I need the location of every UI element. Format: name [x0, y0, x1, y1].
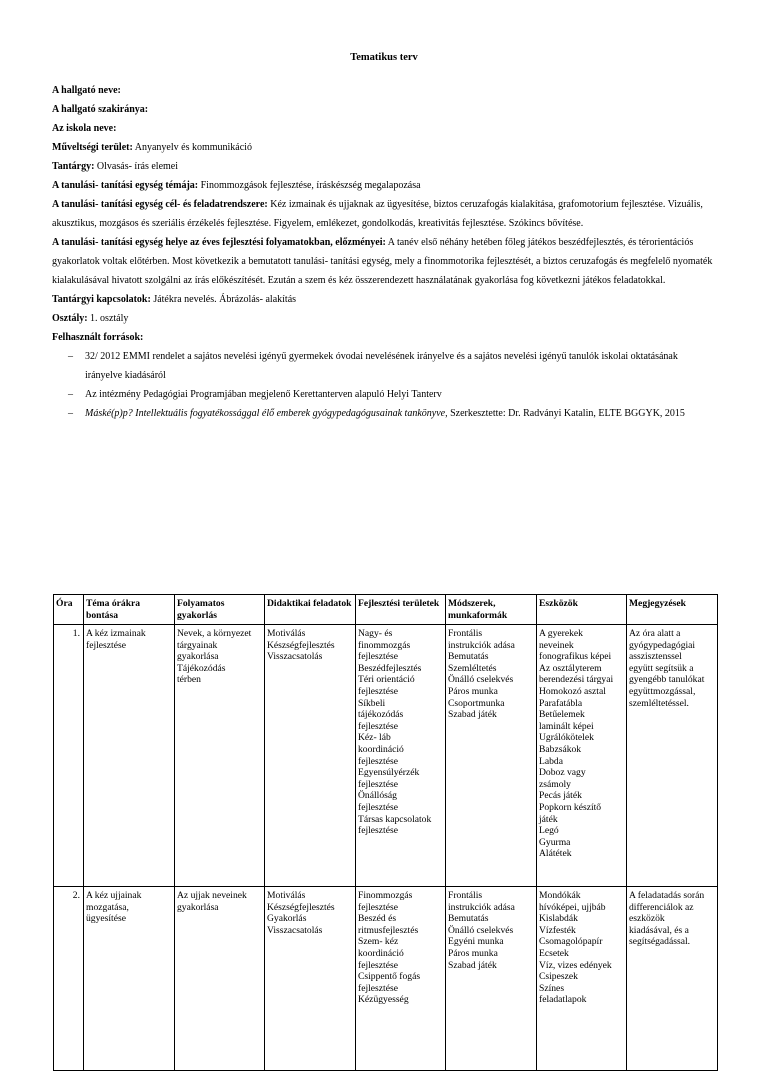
field-label: Osztály: — [52, 313, 88, 324]
cell-line: Nagy- és — [358, 628, 393, 639]
cell-line: Téri orientáció — [358, 674, 415, 686]
cell-line: fejlesztése — [358, 778, 398, 790]
cell-line: ritmusfejlesztés — [358, 924, 419, 936]
table-header-row — [54, 595, 718, 625]
cell-line: Víz, vizes edények — [539, 959, 612, 971]
cell-tema — [84, 887, 175, 1071]
source-text: Szerkesztette: Dr. Radványi Katalin, ELTE BGGYK, 2015 — [447, 408, 685, 419]
cell-line: Homokozó asztal — [539, 685, 606, 697]
cell-line: Frontális — [448, 628, 483, 639]
metadata-field — [52, 309, 716, 328]
cell-line: szemléltetéssel. — [629, 697, 689, 709]
field-value: Kéz izmainak és ujjaknak az ügyesítése, biztos ceruzafogás kialakítása, grafomotorium fejlesztése. Vizuális, akusztikus, mozgásos és szeriális érzékelés fejlesztése. Figyelem, emlékezet, gondolkodás, kreativitás fejlesztése. Szókincs bővítése. — [52, 199, 703, 229]
cell-line: Betűelemek — [539, 709, 585, 721]
cell-line: fejlesztése — [358, 982, 398, 994]
cell-line: Babzsákok — [539, 743, 582, 755]
cell-line: fonografikus képei — [539, 651, 612, 663]
cell-line: Ecsetek — [539, 947, 569, 959]
field-label: Tantárgyi kapcsolatok: — [52, 294, 151, 305]
metadata-field — [52, 119, 716, 138]
cell-line: fejlesztése — [86, 639, 126, 651]
cell-line: Csipeszek — [539, 971, 578, 983]
header-ora: Óra — [54, 595, 84, 625]
cell-line: Legó — [539, 825, 559, 837]
field-label: Felhasznált források: — [52, 332, 144, 343]
source-text: 32/ 2012 EMMI rendelet a sajátos nevelési igényű gyermekek óvodai nevelésének irányelve és a sajátos nevelési igényű tanulók iskolai oktatásának irányelve kiadásáról — [85, 351, 678, 381]
cell-line: asszisztenssel — [629, 651, 682, 663]
metadata-field — [52, 195, 716, 233]
cell-modszerek — [446, 887, 537, 1071]
metadata-field — [52, 233, 716, 290]
cell-line: tájékozódás — [358, 709, 404, 721]
cell-gyakorlas — [175, 887, 265, 1071]
cell-line: Finommozgás — [358, 890, 413, 901]
cell-line: térben — [177, 674, 201, 686]
cell-line: Bemutatás — [448, 913, 489, 925]
cell-line: zsámoly — [539, 778, 571, 790]
cell-line: eszközök — [629, 913, 665, 925]
metadata-field — [52, 81, 716, 100]
cell-line: Beszédfejlesztés — [358, 662, 422, 674]
cell-tema — [84, 625, 175, 887]
source-item — [52, 404, 716, 423]
cell-line: Kéz- láb — [358, 732, 391, 744]
cell-line: Egyéni munka — [448, 936, 504, 948]
cell-line: laminált képei — [539, 720, 594, 732]
cell-line: együttmozgással, — [629, 685, 696, 697]
cell-line: Vízfesték — [539, 924, 576, 936]
source-title: Máské(p)p? Intellektuális fogyatékossággal élő emberek gyógypedagógusainak tankönyve, — [85, 408, 448, 419]
field-label: Az iskola neve: — [52, 123, 117, 134]
cell-gyakorlas — [175, 625, 265, 887]
cell-line: Szabad játék — [448, 959, 497, 971]
cell-line: gyakorlása — [177, 901, 219, 913]
cell-line: Önálló cselekvés — [448, 924, 514, 936]
header-didaktikai: Didaktikai feladatok — [265, 595, 356, 625]
metadata-field — [52, 176, 716, 195]
cell-line: fejlesztése — [358, 901, 398, 913]
metadata-field — [52, 290, 716, 309]
cell-fejlesztesi — [356, 625, 446, 887]
cell-megjegyzesek — [627, 625, 718, 887]
field-label: A hallgató szakiránya: — [52, 104, 149, 115]
cell-line: differenciálok az — [629, 901, 694, 913]
cell-line: Önálló cselekvés — [448, 674, 514, 686]
cell-didaktikai — [265, 887, 356, 1071]
cell-ora: 2. — [54, 887, 84, 1071]
cell-fejlesztesi — [356, 887, 446, 1071]
header-tema: Téma órákra bontása — [84, 595, 175, 625]
cell-line: Tájékozódás — [177, 662, 226, 674]
cell-line: segítségadással. — [629, 936, 691, 948]
cell-line: fejlesztése — [358, 755, 398, 767]
cell-line: kiadásával, és a — [629, 924, 689, 936]
cell-line: hívóképei, ujjbáb — [539, 901, 606, 913]
cell-line: Gyurma — [539, 836, 571, 848]
cell-modszerek — [446, 625, 537, 887]
cell-line: A gyerekek — [539, 628, 583, 639]
cell-ora: 1. — [54, 625, 84, 887]
source-bullet: – — [68, 389, 73, 400]
field-value: Játékra nevelés. Ábrázolás- alakítás — [150, 294, 297, 305]
metadata-field — [52, 100, 716, 119]
table-row — [54, 625, 718, 887]
metadata-fields — [52, 81, 716, 347]
cell-line: finommozgás — [358, 639, 411, 651]
cell-line: Páros munka — [448, 947, 498, 959]
cell-line: Bemutatás — [448, 651, 489, 663]
cell-line: játék — [539, 813, 558, 825]
cell-line: tárgyainak — [177, 639, 218, 651]
field-label: A tanulási- tanítási egység helye az éves fejlesztési folyamatokban, előzményei: — [52, 237, 386, 248]
cell-line: Popkorn készítő — [539, 801, 602, 813]
source-bullet: – — [68, 351, 73, 362]
field-label: Tantárgy: — [52, 161, 95, 172]
cell-line: Parafatábla — [539, 697, 583, 709]
cell-line: Készségfejlesztés — [267, 901, 335, 913]
field-value: Olvasás- írás elemei — [94, 161, 179, 172]
cell-line: Csoportmunka — [448, 697, 505, 709]
cell-line: Társas kapcsolatok — [358, 813, 432, 825]
table-row — [54, 887, 718, 1071]
cell-line: fejlesztése — [358, 720, 398, 732]
cell-line: gyógypedagógiai — [629, 639, 696, 651]
cell-line: feladatlapok — [539, 994, 587, 1006]
cell-line: gyakorlása — [177, 651, 219, 663]
cell-line: Alátétek — [539, 848, 572, 860]
cell-eszkozok — [537, 625, 627, 887]
cell-line: Készségfejlesztés — [267, 639, 335, 651]
sources-list — [52, 347, 716, 423]
cell-line: Páros munka — [448, 685, 498, 697]
cell-line: Motiválás — [267, 628, 306, 639]
cell-line: gyengébb tanulókat — [629, 674, 705, 686]
field-value: A tanév első néhány hetében főleg játékos beszédfejlesztés, és térorientációs gyakorlatok voltak előtérben. Most következik a bemutatott tanulási- tanítási egység, mely a finommotorika fejlesztését, a biztos ceruzafogás és megfelelő nyomaték kialakulásával hivatott szolgálni az írás előkészítését. Ezután a szem és kéz összerendezett használatának gyakorlása fog következni játékos feladatokkal. — [52, 237, 713, 286]
field-label: A tanulási- tanítási egység cél- és feladatrendszere: — [52, 199, 268, 210]
cell-line: Nevek, a környezet — [177, 628, 252, 639]
cell-line: Visszacsatolás — [267, 924, 323, 936]
field-label: A tanulási- tanítási egység témája: — [52, 180, 199, 191]
metadata-field — [52, 138, 716, 157]
header-fejlesztesi: Fejlesztési területek — [356, 595, 446, 625]
cell-line: Ugrálókötelek — [539, 732, 594, 744]
cell-line: Pecás játék — [539, 790, 582, 802]
cell-line: A kéz izmainak — [86, 628, 146, 639]
cell-line: Az osztályterem — [539, 662, 602, 674]
cell-line: neveinek — [539, 639, 574, 651]
field-value: 1. osztály — [87, 313, 129, 324]
document-title: Tematikus terv — [350, 52, 418, 63]
cell-line: együtt segítsük a — [629, 662, 694, 674]
cell-line: mozgatása, — [86, 901, 129, 913]
cell-line: koordináció — [358, 743, 404, 755]
cell-line: Csomagolópapír — [539, 936, 603, 948]
cell-line: fejlesztése — [358, 685, 398, 697]
header-gyakorlas: Folyamatos gyakorlás — [175, 595, 265, 625]
lesson-plan-table — [53, 594, 718, 1071]
cell-line: berendezési tárgyai — [539, 674, 614, 686]
cell-line: A kéz ujjainak — [86, 890, 142, 901]
source-bullet: – — [68, 408, 73, 419]
cell-line: Szem- kéz — [358, 936, 399, 948]
cell-line: ügyesítése — [86, 913, 126, 925]
cell-didaktikai — [265, 625, 356, 887]
cell-line: Kislabdák — [539, 913, 578, 925]
cell-line: Beszéd és — [358, 913, 397, 925]
source-item — [52, 347, 716, 385]
cell-line: Kézügyesség — [358, 994, 409, 1006]
header-eszkozok: Eszközök — [537, 595, 627, 625]
cell-line: Szabad játék — [448, 709, 497, 721]
cell-line: Visszacsatolás — [267, 651, 323, 663]
cell-line: fejlesztése — [358, 651, 398, 663]
cell-line: Színes — [539, 982, 565, 994]
cell-line: Szemléltetés — [448, 662, 497, 674]
cell-line: Csippentő fogás — [358, 971, 421, 983]
cell-line: fejlesztése — [358, 825, 398, 837]
plan-metadata — [52, 81, 716, 423]
source-text: Az intézmény Pedagógiai Programjában megjelenő Kerettanterven alapuló Helyi Tanterv — [85, 389, 442, 400]
header-megjegyzesek: Megjegyzések — [627, 595, 718, 625]
cell-line: Egyensúlyérzék — [358, 767, 420, 779]
header-modszerek: Módszerek, munkaformák — [446, 595, 537, 625]
cell-line: fejlesztése — [358, 959, 398, 971]
field-label: Műveltségi terület: — [52, 142, 133, 153]
metadata-field — [52, 328, 716, 347]
cell-line: Gyakorlás — [267, 913, 307, 925]
cell-line: Önállóság — [358, 790, 397, 802]
cell-line: Az ujjak neveinek — [177, 890, 247, 901]
cell-line: Frontális — [448, 890, 483, 901]
cell-line: Doboz vagy — [539, 767, 586, 779]
cell-line: instrukciók adása — [448, 901, 515, 913]
cell-line: fejlesztése — [358, 801, 398, 813]
cell-line: instrukciók adása — [448, 639, 515, 651]
cell-line: Mondókák — [539, 890, 581, 901]
cell-megjegyzesek — [627, 887, 718, 1071]
field-label: A hallgató neve: — [52, 85, 121, 96]
cell-line: Motiválás — [267, 890, 306, 901]
field-value: Anyanyelv és kommunikáció — [132, 142, 252, 153]
metadata-field — [52, 157, 716, 176]
source-item — [52, 385, 716, 404]
cell-line: Síkbeli — [358, 697, 386, 709]
cell-line: Labda — [539, 755, 563, 767]
cell-line: Az óra alatt a — [629, 628, 681, 639]
table-body — [54, 625, 718, 1071]
cell-line: A feladatadás során — [629, 890, 705, 901]
cell-line: koordináció — [358, 947, 404, 959]
field-value: Finommozgások fejlesztése, íráskészség megalapozása — [198, 180, 421, 191]
cell-eszkozok — [537, 887, 627, 1071]
